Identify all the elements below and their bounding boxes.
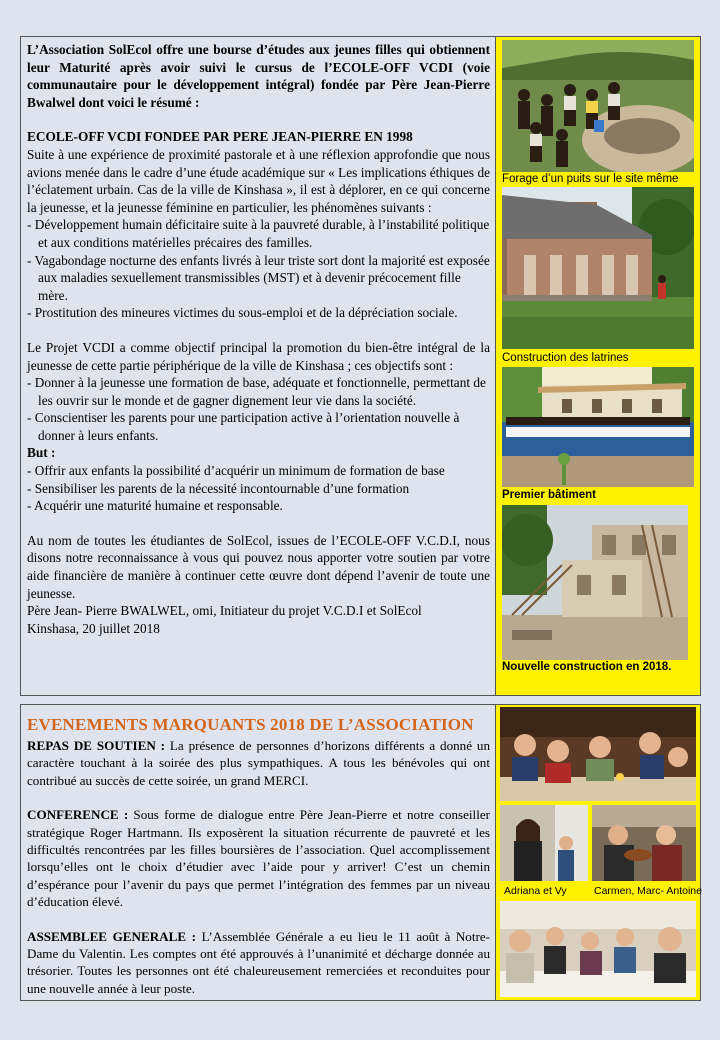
paragraph: Au nom de toutes les étudiantes de SolEcol, issues de l’ECOLE-OFF V.C.D.I, nous disons notre reconnaissance à vous qui pouvez nous apporter votre soutien par votre aide financière de manière à continuer cette œuvre dont dépend l’avenir de toute une jeunesse.	[27, 532, 490, 601]
goal-item: - Offrir aux enfants la possibilité d’acquérir un minimum de formation de base	[27, 463, 445, 479]
phenomenon-item: - Développement humain déficitaire suite à la pauvreté durable, à l’instabilité politique et aux conditions matérielles précaires des familles.	[27, 217, 490, 250]
phenomenon-item: - Vagabondage nocturne des enfants livrés à leur triste sort dont la majorité est exposée aux maladies sexuellement transmissibles (MST) et à devenir précocement fille mère.	[27, 252, 490, 303]
dinner-photo	[500, 707, 696, 801]
repas-text: La présence de personnes d’horizons différents a donné un caractère touchant à la soirée des plus sympathiques. A tous les bénévoles qui ont contribué au succès de cette soirée, un grand MERCI.	[27, 738, 491, 788]
signature: Père Jean- Pierre BWALWEL, omi, Initiateur du projet V.C.D.I et SolEcol	[27, 603, 422, 619]
events-photo-column	[495, 704, 701, 1001]
caption-well: Forage d’un puits sur le site même	[502, 173, 679, 185]
latrines-photo	[502, 187, 694, 349]
goal-item: - Acquérir une maturité humaine et responsable.	[27, 498, 283, 514]
intro-text: L’Association SolEcol offre une bourse d’études aux jeunes filles qui obtiennent leur Maturité après avoir suivi le cursus de l’ECOLE-OFF VCDI (voie communautaire pour le développement intégral) fondée par Père Jean-Pierre Bwalwel dont voici le résumé :	[27, 42, 490, 110]
conference-label: CONFERENCE :	[27, 807, 129, 823]
events-title: EVENEMENTS MARQUANTS 2018 DE L’ASSOCIATION	[27, 715, 474, 734]
conference-paragraph	[27, 806, 490, 910]
paragraph: Le Projet VCDI a comme objectif principal la promotion du bien-être intégral de la jeunesse de cette partie périphérique de la ville de Kinshasa ; ces objectifs sont :	[27, 339, 490, 373]
assemblee-label: ASSEMBLEE GENERALE :	[27, 928, 197, 944]
caption-new-construction: Nouvelle construction en 2018.	[502, 661, 672, 673]
repas-label: REPAS DE SOUTIEN :	[27, 738, 166, 753]
caption-carmen: Carmen, Marc- Antoine	[594, 885, 702, 897]
goal-item: - Sensibiliser les parents de la nécessité incontournable d’une formation	[27, 480, 410, 496]
photo-column	[495, 36, 701, 696]
caption-adriana: Adriana et Vy	[504, 885, 567, 897]
phenomenon-item: - Prostitution des mineures victimes du sous-emploi et de la dépréciation sociale.	[27, 305, 458, 321]
conference-text: Sous forme de dialogue entre Père Jean-Pierre et notre conseiller stratégique Roger Hartmann. Ils exposèrent la situation récurrente de pauvreté et les difficultés rencontrées par les filles boursières de l’association. Quel accomplissement lorsqu’elles ont le choix d’étudier avec l’aide pour y arriver! C’est un chemin d’espérance pour l’avenir du pays que permet l’intégration des femmes par un niveau d’éducation élevé.	[27, 807, 490, 910]
well-photo	[502, 40, 694, 172]
intro-article	[20, 36, 496, 696]
caption-first-building: Premier bâtiment	[502, 489, 596, 501]
place-date: Kinshasa, 20 juillet 2018	[27, 620, 160, 636]
objective-item: - Donner à la jeunesse une formation de base, adéquate et fonctionnelle, permettant de les ouvrir sur le monde et de gagner dignement leur vie dans la société.	[27, 375, 486, 408]
assembly-photo	[500, 901, 696, 997]
new-construction-photo	[502, 505, 688, 660]
carmen-photo	[592, 805, 696, 881]
adriana-photo	[500, 805, 588, 881]
events-article	[20, 704, 496, 1001]
but-label: But :	[27, 445, 56, 461]
objective-item: - Conscientiser les parents pour une participation active à l’orientation nouvelle à donner à leurs enfants.	[27, 410, 460, 443]
caption-latrines: Construction des latrines	[502, 352, 629, 364]
repas-paragraph	[27, 737, 490, 789]
assemblee-text: L’Assemblée Générale a eu lieu le 11 août à Notre-Dame du Valentin. Les comptes ont été approuvés à l’unanimité et décharge donnée au trésorier. Toutes les personnes ont été chaleureusement remerciées et reconduites pour une nouvelle année à leur poste.	[27, 928, 490, 996]
assemblee-paragraph	[27, 928, 490, 998]
section-title: ECOLE-OFF VCDI FONDEE PAR PERE JEAN-PIERRE EN 1998	[27, 129, 413, 145]
paragraph: Suite à une expérience de proximité pastorale et à une réflexion approfondie que nous avions menée dans le cadre d’une étude académique sur « Les implications éthiques de l’éclatement urbain. Cas de la ville de Kinshasa », il est à déplorer, en ce qui concerne la jeunesse, et la jeunesse féminine en particulier, les phénomènes suivants :	[27, 146, 490, 215]
first-building-photo	[502, 367, 694, 487]
